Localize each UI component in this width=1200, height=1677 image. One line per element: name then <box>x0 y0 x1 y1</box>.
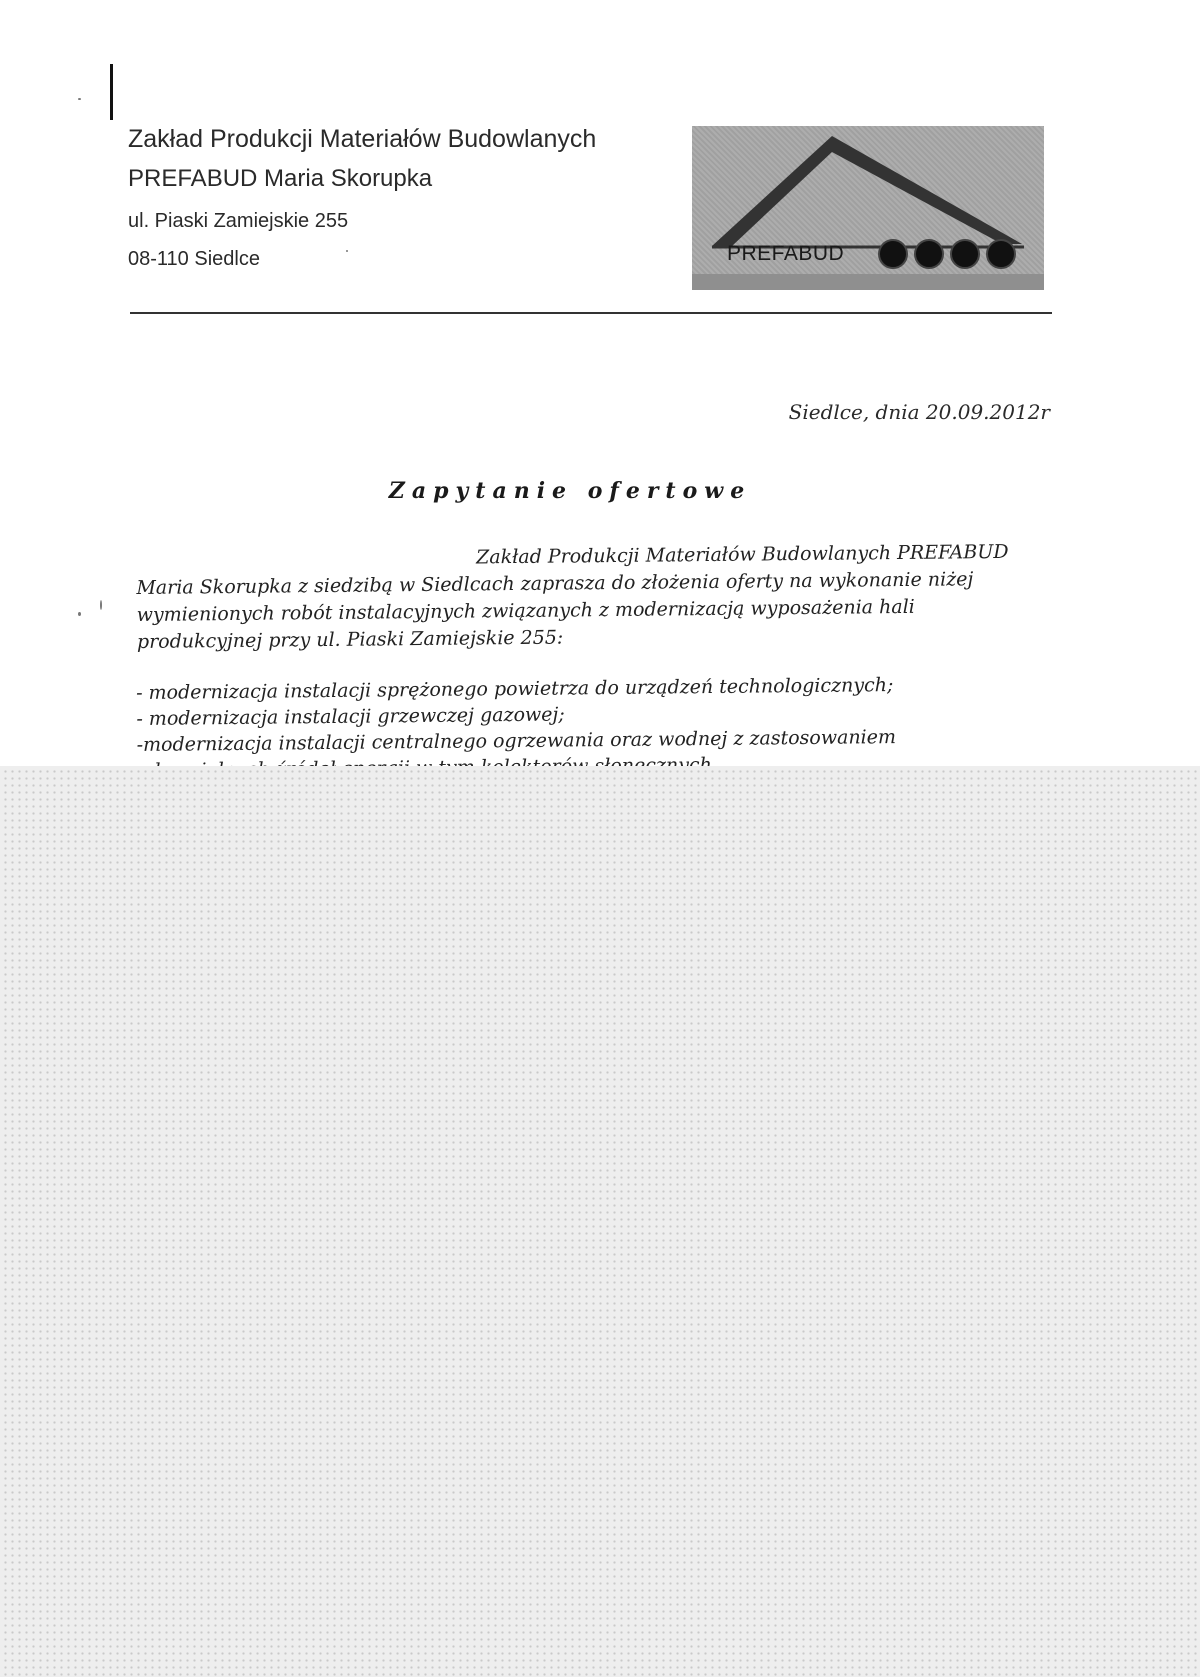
paragraph-line: Zakład Produkcji Materiałów Budowlanych PREFABUD <box>476 540 1009 569</box>
letter-body <box>136 540 1056 778</box>
sender-street: ul. Piaski Zamiejskie 255 <box>128 210 349 232</box>
sender-city: 08-110 Siedlce <box>128 248 260 270</box>
list-item: -modernizacja instalacji centralnego ogrzewania oraz wodnej z zastosowaniem <box>136 726 897 756</box>
sender-company-name: Zakład Produkcji Materiałów Budowlanych <box>128 125 597 153</box>
sender-owner-name: PREFABUD Maria Skorupka <box>128 165 433 192</box>
sender-address <box>128 124 596 272</box>
scan-speck <box>78 612 81 616</box>
header-divider <box>130 312 1052 314</box>
paragraph-line: produkcyjnej przy ul. Piaski Zamiejskie 255: <box>136 626 564 653</box>
logo-dot <box>878 239 908 269</box>
logo-dots <box>878 239 1016 269</box>
letter-title: Zapytanie ofertowe <box>388 478 752 504</box>
scan-speck <box>100 600 102 610</box>
letter-date: Siedlce, dnia 20.09.2012r <box>788 400 1050 424</box>
works-list <box>136 670 1057 778</box>
logo-dot <box>986 239 1016 269</box>
intro-paragraph <box>136 538 1057 656</box>
logo-dot <box>950 239 980 269</box>
list-item: - modernizacja instalacji grzewczej gazowej; <box>136 703 565 730</box>
company-logo <box>692 126 1044 290</box>
scanned-letter <box>0 0 1200 770</box>
logo-wordmark: PREFABUD <box>727 242 845 265</box>
paragraph-line: Maria Skorupka z siedzibą w Siedlcach zaprasza do złożenia oferty na wykonanie niżej <box>136 568 974 599</box>
scan-margin-mark <box>110 64 113 120</box>
logo-dot <box>914 239 944 269</box>
list-item: - modernizacja instalacji sprężonego powietrza do urządzeń technologicznych; <box>136 674 894 704</box>
paragraph-line: wymienionych robót instalacyjnych związanych z modernizacją wyposażenia hali <box>136 595 915 626</box>
unscanned-area-placeholder <box>0 766 1200 1677</box>
scan-speck <box>78 98 81 100</box>
